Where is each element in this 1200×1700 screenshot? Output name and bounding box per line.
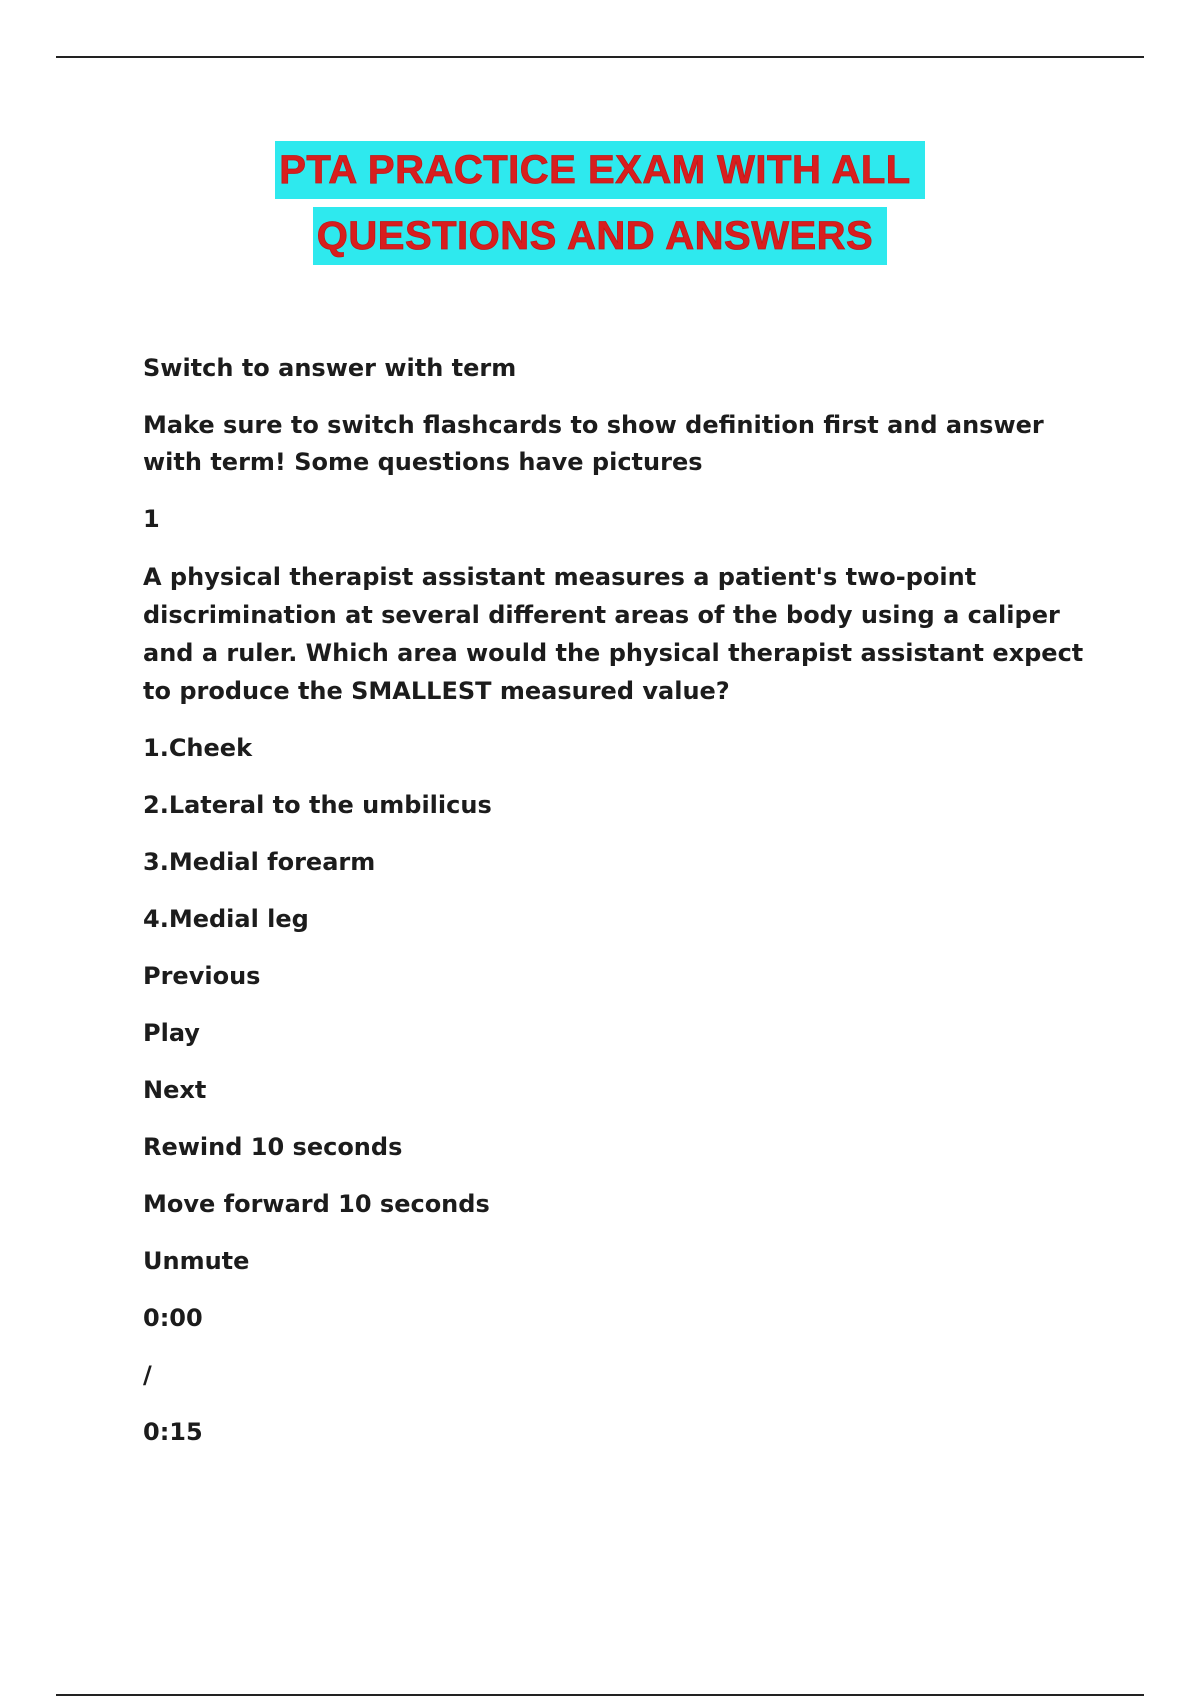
document-body bbox=[143, 350, 1103, 1471]
current-time: 0:00 bbox=[143, 1304, 203, 1332]
option-3: 3.Medial forearm bbox=[143, 848, 376, 876]
top-rule bbox=[56, 56, 1144, 58]
title-line-2: QUESTIONS AND ANSWERS bbox=[313, 207, 887, 265]
unmute-text: Unmute bbox=[143, 1247, 250, 1275]
card-number: 1 bbox=[143, 505, 160, 533]
forward-text: Move forward 10 seconds bbox=[143, 1190, 490, 1218]
rewind-text: Rewind 10 seconds bbox=[143, 1133, 403, 1161]
switch-answer-text: Switch to answer with term bbox=[143, 354, 517, 382]
option-4: 4.Medial leg bbox=[143, 905, 309, 933]
next-text: Next bbox=[143, 1076, 207, 1104]
option-2: 2.Lateral to the umbilicus bbox=[143, 791, 492, 819]
duration-time: 0:15 bbox=[143, 1418, 203, 1446]
time-separator: / bbox=[143, 1361, 152, 1389]
play-text: Play bbox=[143, 1019, 200, 1047]
instructions-text: Make sure to switch flashcards to show definition first and answer with term! Some questions have pictures bbox=[143, 411, 1044, 476]
question-text: A physical therapist assistant measures a patient's two-point discrimination at several different areas of the body using a caliper and a ruler. Which area would the physical therapist assistant expect to produce the SMALLEST measured value? bbox=[143, 563, 1084, 705]
previous-text: Previous bbox=[143, 962, 261, 990]
document-title bbox=[0, 141, 1200, 273]
option-1: 1.Cheek bbox=[143, 734, 253, 762]
title-line-1: PTA PRACTICE EXAM WITH ALL bbox=[275, 141, 924, 199]
bottom-rule bbox=[56, 1694, 1144, 1696]
